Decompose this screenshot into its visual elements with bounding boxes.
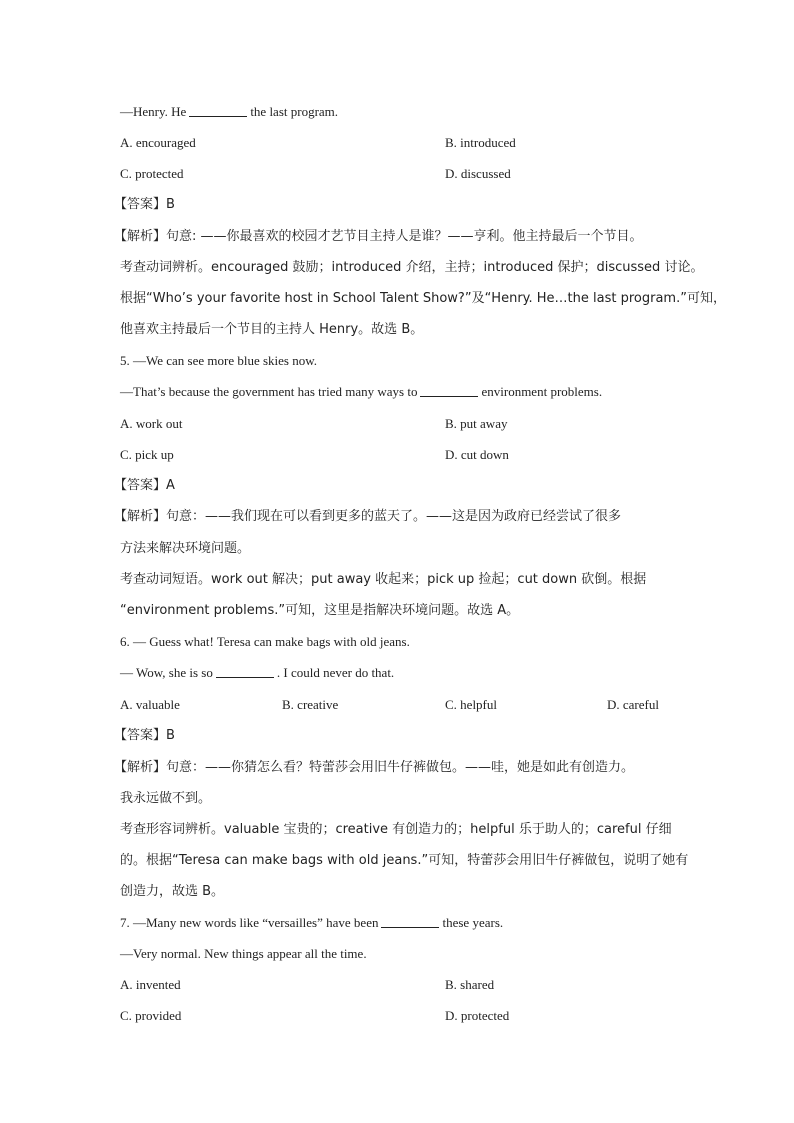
answer-tag: 【答案】 [114,197,167,212]
option-a: A. invented [120,977,181,992]
analysis-line: 【解析】句意：——你猜怎么看？特蕾莎会用旧牛仔裤做包。——哇，她是如此有创造力。 [114,760,635,775]
answer-value: A [166,478,175,493]
option-c: C. protected [120,166,184,181]
question-stem-line: 6. — Guess what! Teresa can make bags with old jeans. [120,634,410,649]
question-stem-line: — Wow, she is so . I could never do that. [120,665,395,680]
stem-text: the last program. [250,104,339,119]
answer-blank [420,396,478,397]
analysis-line: 考查动词辨析。encouraged 鼓励；introduced 介绍，主持；introduced 保护；discussed 讨论。 [120,260,704,275]
answer-value: B [166,728,175,743]
option-c: C. pick up [120,447,174,462]
analysis-line: 根据“Who’s your favorite host in School Talent Show?”及“Henry. He…the last program.”可知， [120,291,726,306]
stem-text: —Henry. He [120,104,187,119]
question-stem-line: 7. —Many new words like “versailles” have been these years. [120,915,504,930]
option-d: D. cut down [445,447,509,462]
answer-blank [216,677,274,678]
answer-blank [189,116,247,117]
question-stem-line: 5. —We can see more blue skies now. [120,353,318,368]
analysis-line: 考查动词短语。work out 解决；put away 收起来；pick up 捡起；cut down 砍倒。根据 [120,572,647,587]
analysis-line: 创造力，故选 B。 [120,884,225,899]
answer-line [114,197,175,213]
analysis-line: 方法来解决环境问题。 [120,541,251,556]
option-b: B. shared [445,977,495,992]
analysis-line: 他喜欢主持最后一个节目的主持人 Henry。故选 B。 [120,322,424,337]
analysis-line: 的。根据“Teresa can make bags with old jeans.”可知，特蕾莎会用旧牛仔裤做包，说明了她有 [120,853,689,868]
option-d: D. protected [445,1008,510,1023]
answer-blank [381,927,439,928]
option-c: C. provided [120,1008,182,1023]
answer-line: 【答案】A [114,478,175,493]
option-d: D. discussed [445,166,511,181]
analysis-tag: 【解析】 [114,229,167,244]
option-a: A. encouraged [120,135,196,150]
answer-value: B [166,197,175,212]
analysis-line: 【解析】句意: ——你最喜欢的校园才艺节目主持人是谁？——亨利。他主持最后一个节目。 [114,229,643,244]
option-a: A. work out [120,416,183,431]
analysis-line: “environment problems.”可知，这里是指解决环境问题。故选 A。 [120,603,520,618]
option-c: C. helpful [445,697,497,712]
question-stem-line: —That’s because the government has tried many ways to environment problems. [120,384,603,399]
option-d: D. careful [607,697,659,712]
analysis-line: 【解析】句意：——我们现在可以看到更多的蓝天了。——这是因为政府已经尝试了很多 [114,509,622,524]
question-stem-line: —Very normal. New things appear all the time. [120,946,367,961]
answer-line: 【答案】B [114,728,175,743]
question-stem-line [120,104,338,120]
option-b: B. introduced [445,135,516,150]
option-a: A. valuable [120,697,180,712]
analysis-line: 考查形容词辨析。valuable 宝贵的；creative 有创造力的；helpful 乐于助人的；careful 仔细 [120,822,672,837]
analysis-line: 我永远做不到。 [120,791,212,806]
option-b: B. put away [445,416,508,431]
option-b: B. creative [282,697,339,712]
